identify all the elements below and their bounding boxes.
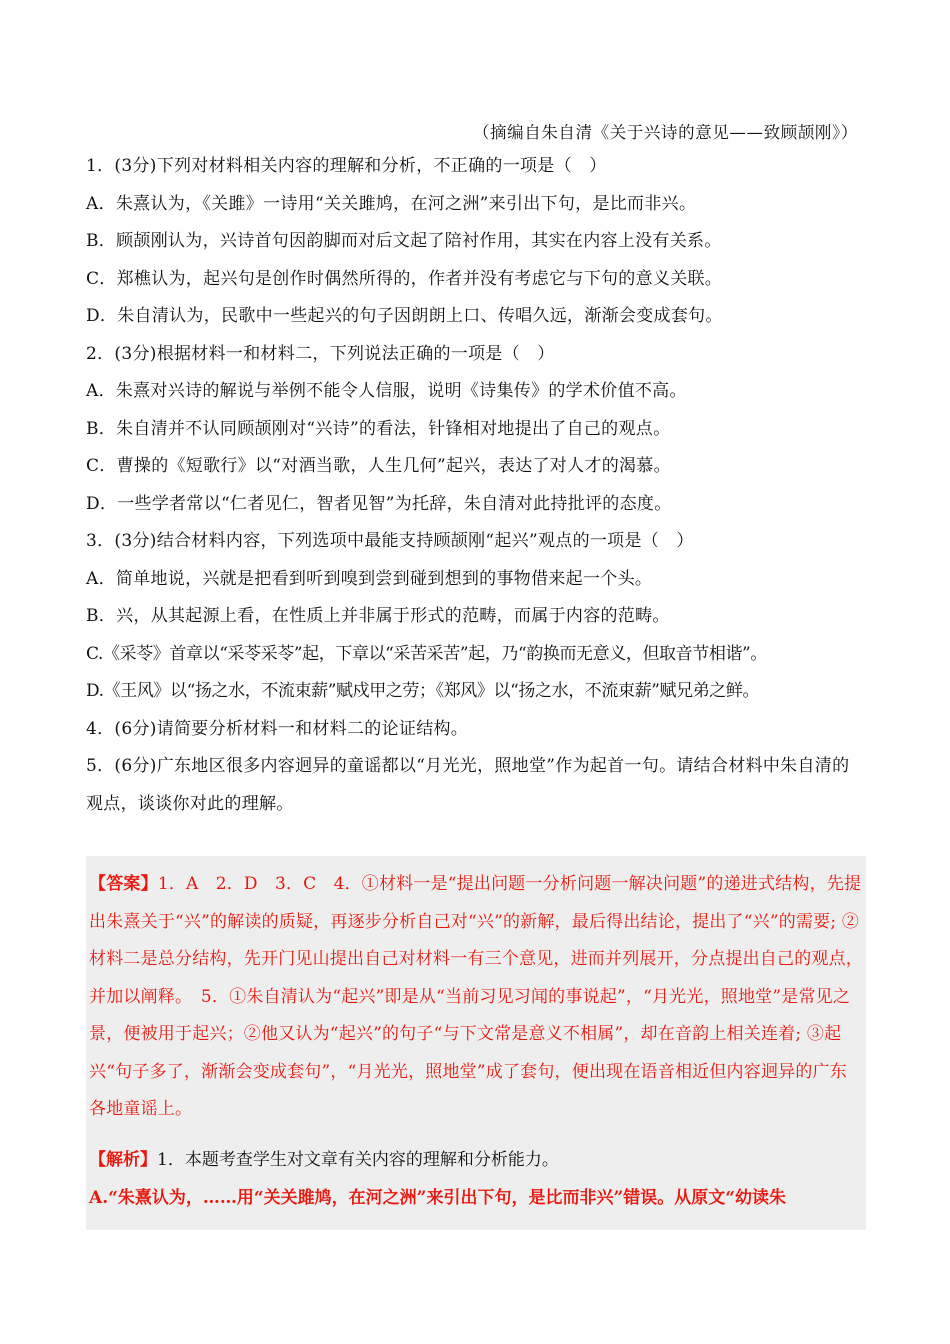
question-4-stem: 4．(6分)请简要分析材料一和材料二的论证结构。 bbox=[86, 718, 469, 739]
question-3-stem: 3．(3分)结合材料内容，下列选项中最能支持顾颉刚“起兴”观点的一项是（ ） bbox=[86, 531, 694, 551]
answer-text: 1．A 2．D 3．C 4．①材料一是“提出问题一分析问题一解决问题”的递进式结构，先提出朱熹关于“兴”的解读的质疑，再逐步分析自己对“兴”的新解，最后得出结论，提出了“兴”的需要; ②材料二是总分结构，先开门见山提出自己对材料一有三个意见，进而并列展开，分点提出自己的观点，并加以阐释。 5．①朱自清认为“起兴”即是从“当前习见习闻的事说起”，“月光光，照地堂”是常见之景，便被用于起兴；②他又认为“起兴”的句子“与下文常是意义不相属”，却在音韵上相关连着; ③起兴“句子多了，渐渐会变成套句”，“月光光，照地堂”成了套句，便出现在语音相近但内容迥异的广东各地童谣上。 bbox=[89, 874, 863, 1119]
question-5-stem: 5．(6分)广东地区很多内容迥异的童谣都以“月光光，照地堂”作为起首一句。请结合材料中朱自清的观点，谈谈你对此的理解。 bbox=[86, 756, 850, 814]
answer-tag: 【答案】 bbox=[89, 874, 158, 894]
question-3-option-d: D.《王风》以“扬之水，不流束薪”赋戍甲之劳；《郑风》以“扬之水，不流束薪”赋兄弟之鲜。 bbox=[86, 681, 760, 701]
analysis-line-1 bbox=[89, 1142, 863, 1180]
analysis-line-2: A.“朱熹认为，……用“关关雎鸠，在河之洲”来引出下句，是比而非兴”错误。从原文“幼读朱 bbox=[89, 1187, 786, 1208]
analysis-tag: 【解析】 bbox=[89, 1150, 157, 1170]
question-2-stem: 2．(3分)根据材料一和材料二，下列说法正确的一项是（ ） bbox=[86, 343, 555, 364]
question-3-option-c: C.《采苓》首章以“采苓采苓”起，下章以“采苦采苦”起，乃“韵换而无意义，但取音节相谐”。 bbox=[86, 643, 767, 664]
analysis-text: 1．本题考查学生对文章有关内容的理解和分析能力。 bbox=[157, 1150, 559, 1170]
source-citation: （摘编自朱自清《关于兴诗的意见——致顾颉刚》） bbox=[472, 123, 858, 142]
question-2-option-d: D．一些学者常以“仁者见仁，智者见智”为托辞，朱自清对此持批评的态度。 bbox=[86, 493, 672, 514]
question-3-option-a: A．简单地说，兴就是把看到听到嗅到尝到碰到想到的事物借来起一个头。 bbox=[86, 568, 653, 589]
question-1-option-a: A．朱熹认为，《关雎》一诗用“关关雎鸠，在河之洲”来引出下句，是比而非兴。 bbox=[86, 193, 697, 214]
analysis-paragraph bbox=[89, 1142, 863, 1217]
question-1-option-c: C．郑樵认为，起兴句是创作时偶然所得的，作者并没有考虑它与下句的意义关联。 bbox=[86, 268, 723, 289]
question-1-option-b: B．顾颉刚认为，兴诗首句因韵脚而对后文起了陪衬作用，其实在内容上没有关系。 bbox=[86, 231, 722, 251]
question-1-option-d: D．朱自清认为，民歌中一些起兴的句子因朗朗上口、传唱久远，渐渐会变成套句。 bbox=[86, 306, 723, 326]
question-2-option-b: B．朱自清并不认同顾颉刚对“兴诗”的看法，针锋相对地提出了自己的观点。 bbox=[86, 418, 671, 439]
question-3-option-b: B．兴，从其起源上看，在性质上并非属于形式的范畴，而属于内容的范畴。 bbox=[86, 606, 670, 626]
question-2-option-a: A．朱熹对兴诗的解说与举例不能令人信服，说明《诗集传》的学术价值不高。 bbox=[86, 381, 687, 401]
question-1-stem: 1．(3分)下列对材料相关内容的理解和分析，不正确的一项是（ ） bbox=[86, 156, 607, 176]
answer-section bbox=[86, 856, 866, 1230]
question-2-option-c: C．曹操的《短歌行》以“对酒当歌，人生几何”起兴，表达了对人才的渴慕。 bbox=[86, 456, 671, 476]
question-list bbox=[86, 148, 866, 823]
answer-paragraph bbox=[89, 866, 863, 1129]
